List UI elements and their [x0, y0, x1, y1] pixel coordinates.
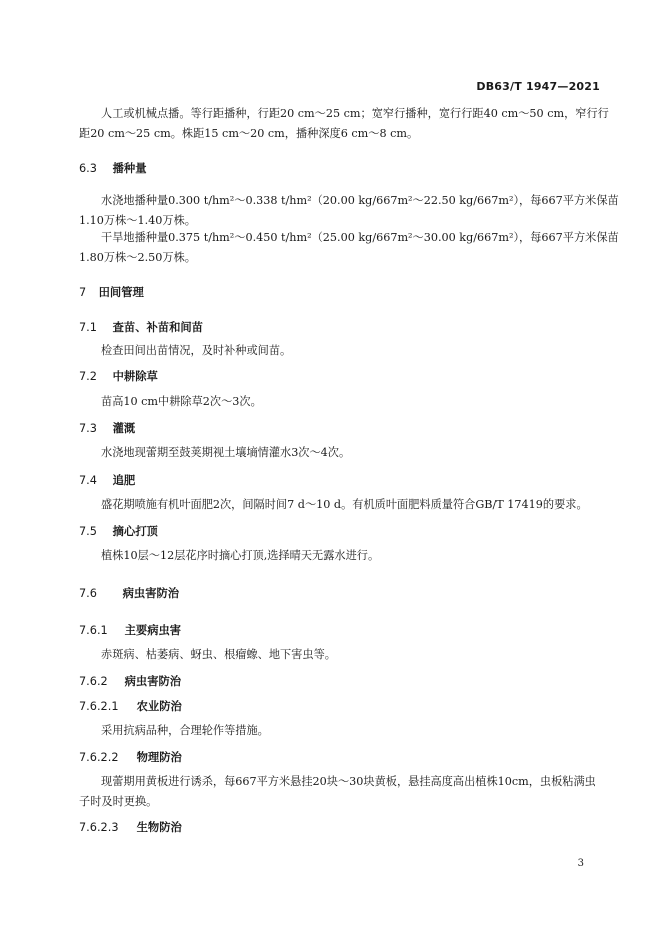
section-heading-7-6-2-3 [79, 819, 182, 835]
paragraph-sowing-method-line1: 人工或机械点播。等行距播种，行距20 cm～25 cm；宽窄行播种，宽行行距40 cm～50 cm，窄行行 [101, 107, 609, 120]
paragraph-7-2: 苗高10 cm中耕除草2次～3次。 [101, 395, 262, 408]
section-heading-7-2 [79, 368, 158, 384]
section-title: 生物防治 [136, 821, 182, 834]
section-title: 病虫害防治 [122, 587, 180, 600]
page-number: 3 [577, 858, 584, 869]
section-title: 主要病虫害 [124, 624, 182, 637]
section-heading-7-6-1 [79, 622, 181, 638]
paragraph-dryland-seeding-line2: 1.80万株～2.50万株。 [79, 251, 196, 264]
section-number: 7.6.1 [79, 624, 108, 637]
section-heading-7-4 [79, 472, 135, 488]
section-number: 6.3 [79, 162, 97, 175]
section-number: 7 [79, 286, 87, 299]
paragraph-irrigated-seeding-line2: 1.10万株～1.40万株。 [79, 214, 196, 227]
section-heading-7-6 [79, 585, 179, 601]
section-heading-7-5 [79, 523, 158, 539]
paragraph-7-6-2-2-line1: 现蕾期用黄板进行诱杀，每667平方米悬挂20块～30块黄板，悬挂高度高出植株10cm，虫板粘满虫 [101, 775, 596, 788]
section-title: 追肥 [112, 474, 136, 487]
section-number: 7.6.2.1 [79, 700, 119, 713]
section-title: 物理防治 [136, 751, 182, 764]
section-number: 7.2 [79, 370, 97, 383]
section-number: 7.6.2 [79, 675, 108, 688]
section-title: 中耕除草 [112, 370, 158, 383]
standard-code-header: DB63/T 1947—2021 [476, 80, 600, 93]
section-title: 农业防治 [136, 700, 182, 713]
section-number: 7.3 [79, 422, 97, 435]
section-title: 播种量 [112, 162, 147, 175]
paragraph-7-4: 盛花期喷施有机叶面肥2次，间隔时间7 d～10 d。有机质叶面肥料质量符合GB/T 17419的要求。 [101, 498, 588, 511]
section-heading-7-6-2-2 [79, 749, 182, 765]
section-heading-7-1 [79, 319, 203, 335]
section-number: 7.6.2.3 [79, 821, 119, 834]
paragraph-7-5: 植株10层～12层花序时摘心打顶,选择晴天无露水进行。 [101, 549, 380, 562]
section-number: 7.1 [79, 321, 97, 334]
section-title: 查苗、补苗和间苗 [112, 321, 203, 334]
section-number: 7.6 [79, 587, 97, 600]
paragraph-irrigated-seeding-line1: 水浇地播种量0.300 t/hm²～0.338 t/hm²（20.00 kg/667m²～22.50 kg/667m²），每667平方米保苗 [101, 194, 619, 207]
section-title: 摘心打顶 [112, 525, 158, 538]
section-number: 7.6.2.2 [79, 751, 119, 764]
paragraph-7-3: 水浇地现蕾期至鼓荚期视土壤墒情灌水3次～4次。 [101, 446, 351, 459]
paragraph-7-6-2-2-line2: 子时及时更换。 [79, 795, 158, 808]
paragraph-7-6-1: 赤斑病、枯萎病、蚜虫、根瘤蟓、地下害虫等。 [101, 648, 336, 661]
section-heading-6-3 [79, 160, 147, 176]
section-heading-7-6-2-1 [79, 698, 182, 714]
paragraph-7-1: 检查田间出苗情况，及时补种或间苗。 [101, 344, 292, 357]
section-title: 灌溉 [112, 422, 136, 435]
paragraph-7-6-2-1: 采用抗病品种，合理轮作等措施。 [101, 724, 269, 737]
section-title: 病虫害防治 [124, 675, 182, 688]
section-heading-7-6-2 [79, 673, 181, 689]
section-number: 7.5 [79, 525, 97, 538]
section-heading-7-3 [79, 420, 135, 436]
paragraph-sowing-method-line2: 距20 cm～25 cm。株距15 cm～20 cm，播种深度6 cm～8 cm。 [79, 127, 419, 140]
section-title: 田间管理 [98, 286, 144, 299]
section-heading-7 [79, 284, 144, 300]
section-number: 7.4 [79, 474, 97, 487]
paragraph-dryland-seeding-line1: 干旱地播种量0.375 t/hm²～0.450 t/hm²（25.00 kg/667m²～30.00 kg/667m²），每667平方米保苗 [101, 231, 619, 244]
